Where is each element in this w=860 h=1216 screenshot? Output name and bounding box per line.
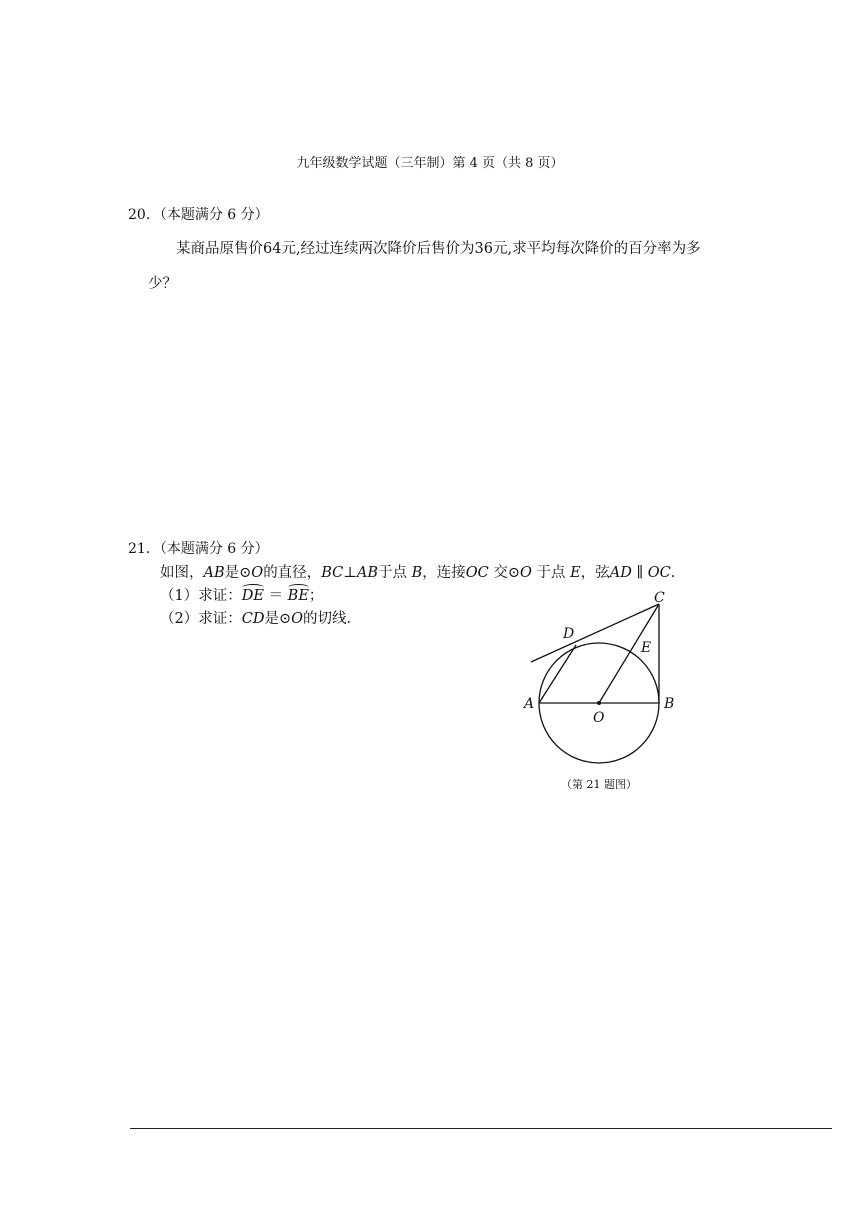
center-dot <box>597 701 601 705</box>
q21-part1 <box>160 584 323 605</box>
text: 如图， <box>160 565 204 581</box>
q20-text-line2: 少？ <box>148 276 177 292</box>
text: . <box>670 565 676 581</box>
math-OC: OC <box>647 565 671 581</box>
q21-intro <box>160 561 675 582</box>
arc-BE: BE <box>287 588 309 604</box>
math-AD: AD <box>609 565 632 581</box>
tangent-CD <box>531 604 659 662</box>
part1-label: （1）求证： <box>160 588 242 604</box>
math-BC: BC <box>321 565 344 581</box>
perp-symbol: ⊥ <box>343 565 357 581</box>
page-header: 九年级数学试题（三年制）第 4 页（共 8 页） <box>296 156 564 171</box>
text: 是⊙ <box>224 565 252 581</box>
text: ，弦 <box>580 565 610 581</box>
q20-text-line1: 某商品原售价64元,经过连续两次降价后售价为36元,求平均每次降价的百分率为多 <box>176 241 701 257</box>
label-D: D <box>563 626 575 642</box>
parallel-symbol: ∥ <box>636 565 644 581</box>
label-A: A <box>524 696 535 712</box>
q21-part2 <box>160 607 351 628</box>
text: 于点 <box>378 565 407 581</box>
math-E: E <box>570 565 581 581</box>
part2-label: （2）求证： <box>160 611 242 627</box>
chord-AD <box>539 645 576 703</box>
q20-score: （本题满分 6 分） <box>159 207 269 223</box>
arc-DE: DE <box>241 588 264 604</box>
q21-score: （本题满分 6 分） <box>159 541 269 557</box>
math-O: O <box>251 565 264 581</box>
text: 交⊙ <box>493 565 521 581</box>
q21-heading <box>128 538 269 558</box>
q21-number: 21． <box>128 541 160 557</box>
equals-symbol: ＝ <box>268 588 284 604</box>
text: 于点 <box>536 565 566 581</box>
math-AB: AB <box>203 565 225 581</box>
footer-rule <box>130 1128 832 1129</box>
text: 是⊙ <box>264 611 292 627</box>
text: 的切线. <box>303 611 352 627</box>
text: 的直径， <box>263 565 322 581</box>
math-CD: CD <box>241 611 265 627</box>
label-O: O <box>593 710 605 726</box>
q21-figure <box>520 585 690 775</box>
math-O: O <box>520 565 532 581</box>
q20-heading <box>128 204 269 224</box>
math-OC: OC <box>465 565 489 581</box>
math-O: O <box>291 611 304 627</box>
label-B: B <box>664 696 675 712</box>
label-C: C <box>654 590 665 606</box>
math-AB: AB <box>356 565 378 581</box>
q20-number: 20． <box>128 207 160 223</box>
text: ，连接 <box>422 565 466 581</box>
figure-caption: （第 21 题图） <box>561 778 637 791</box>
label-E: E <box>641 640 652 656</box>
text: ； <box>308 588 324 604</box>
math-B: B <box>411 565 423 581</box>
